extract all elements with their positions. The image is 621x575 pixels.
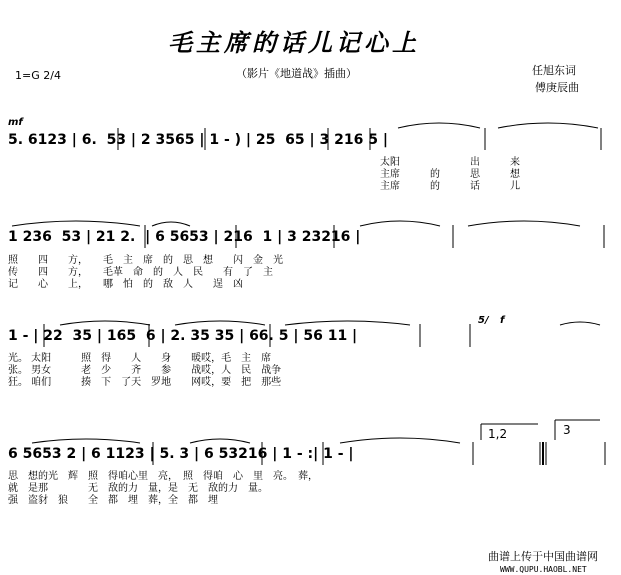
slur xyxy=(152,222,190,226)
fermata-mark: 5/ xyxy=(478,315,489,326)
slur xyxy=(190,439,250,443)
slur xyxy=(340,438,460,443)
lyric-line-4-1: 思 想的光 辉 照 得咱心里 亮， 照 得咱 心 里 亮。 葬， xyxy=(8,471,318,482)
slur xyxy=(360,221,440,226)
slur xyxy=(560,322,600,325)
volta-second-ending: 3 xyxy=(563,423,571,437)
composer-credit: 傅庚辰曲 xyxy=(535,81,579,94)
volta-first-ending: 1,2 xyxy=(488,427,508,441)
lyric-line-2-2: 传 四 方， 毛革 命 的 人 民 有 了 主 xyxy=(8,267,273,278)
slur xyxy=(285,321,410,325)
notation-line-2: 1 236 53 | 21 2. | 6 5653 | 216 1 | 3 23216 | xyxy=(8,229,361,245)
slur xyxy=(175,321,265,325)
notation-line-3: 1 - | 22 35 | 165 6 | 2. 35 35 | 66. 5 | 56 11 | xyxy=(8,328,358,344)
lyric-line-1-1: 太阳 出 来 xyxy=(380,157,520,168)
notation-line-4: 6 5653 2 | 6 1123 | 5. 3 | 6 53216 | 1 - :| 1 - | xyxy=(8,446,354,462)
slur xyxy=(12,221,140,226)
song-title: 毛主席的话儿记心上 xyxy=(168,28,420,57)
lyric-line-2-1: 照 四 方， 毛 主 席 的 思 想 闪 金 光 xyxy=(8,255,283,266)
lyric-line-4-3: 强 盗豺 狼 全 都 埋 葬，全 都 埋 xyxy=(8,495,218,506)
notation-line-1: 5. 6123 | 6. 53 | 2 3565 | 1 - ) | 25 65 | 3 216 5 | xyxy=(8,132,388,148)
film-subtitle: （影片《地道战》插曲） xyxy=(236,67,357,80)
key-signature: 1=G 2/4 xyxy=(15,69,61,82)
lyric-line-3-2: 张。 男女 老 少 齐 参 战哎，人 民 战争 xyxy=(8,365,282,376)
footer-upload-note: 曲谱上传于中国曲谱网 xyxy=(488,550,598,563)
lyric-line-1-3: 主席 的 话 儿 xyxy=(380,181,520,192)
lyric-line-2-3: 记 心 上， 哪 怕 的 敌 人 逞 凶 xyxy=(8,279,243,290)
slur xyxy=(60,321,150,325)
slur xyxy=(398,123,480,128)
footer-url: WWW.QUPU.HAOBL.NET xyxy=(500,565,587,574)
lyric-line-3-1: 光。 太阳 照 得 人 身 暖哎，毛 主 席 xyxy=(8,353,272,364)
dynamic-f-mark: f xyxy=(500,315,505,326)
slur xyxy=(32,439,140,443)
lyric-line-3-3: 狂。 咱们 揍 下 了天 罗地 网哎，要 把 那些 xyxy=(8,377,282,388)
slur xyxy=(468,221,580,226)
dynamic-mf-mark: mf xyxy=(8,117,23,128)
slur xyxy=(498,123,598,128)
lyricist-credit: 任旭东词 xyxy=(532,64,576,77)
lyric-line-1-2: 主席 的 思 想 xyxy=(380,169,520,180)
lyric-line-4-2: 就 是那 无 敌的力 量，是 无 敌的力 量。 xyxy=(8,483,268,494)
